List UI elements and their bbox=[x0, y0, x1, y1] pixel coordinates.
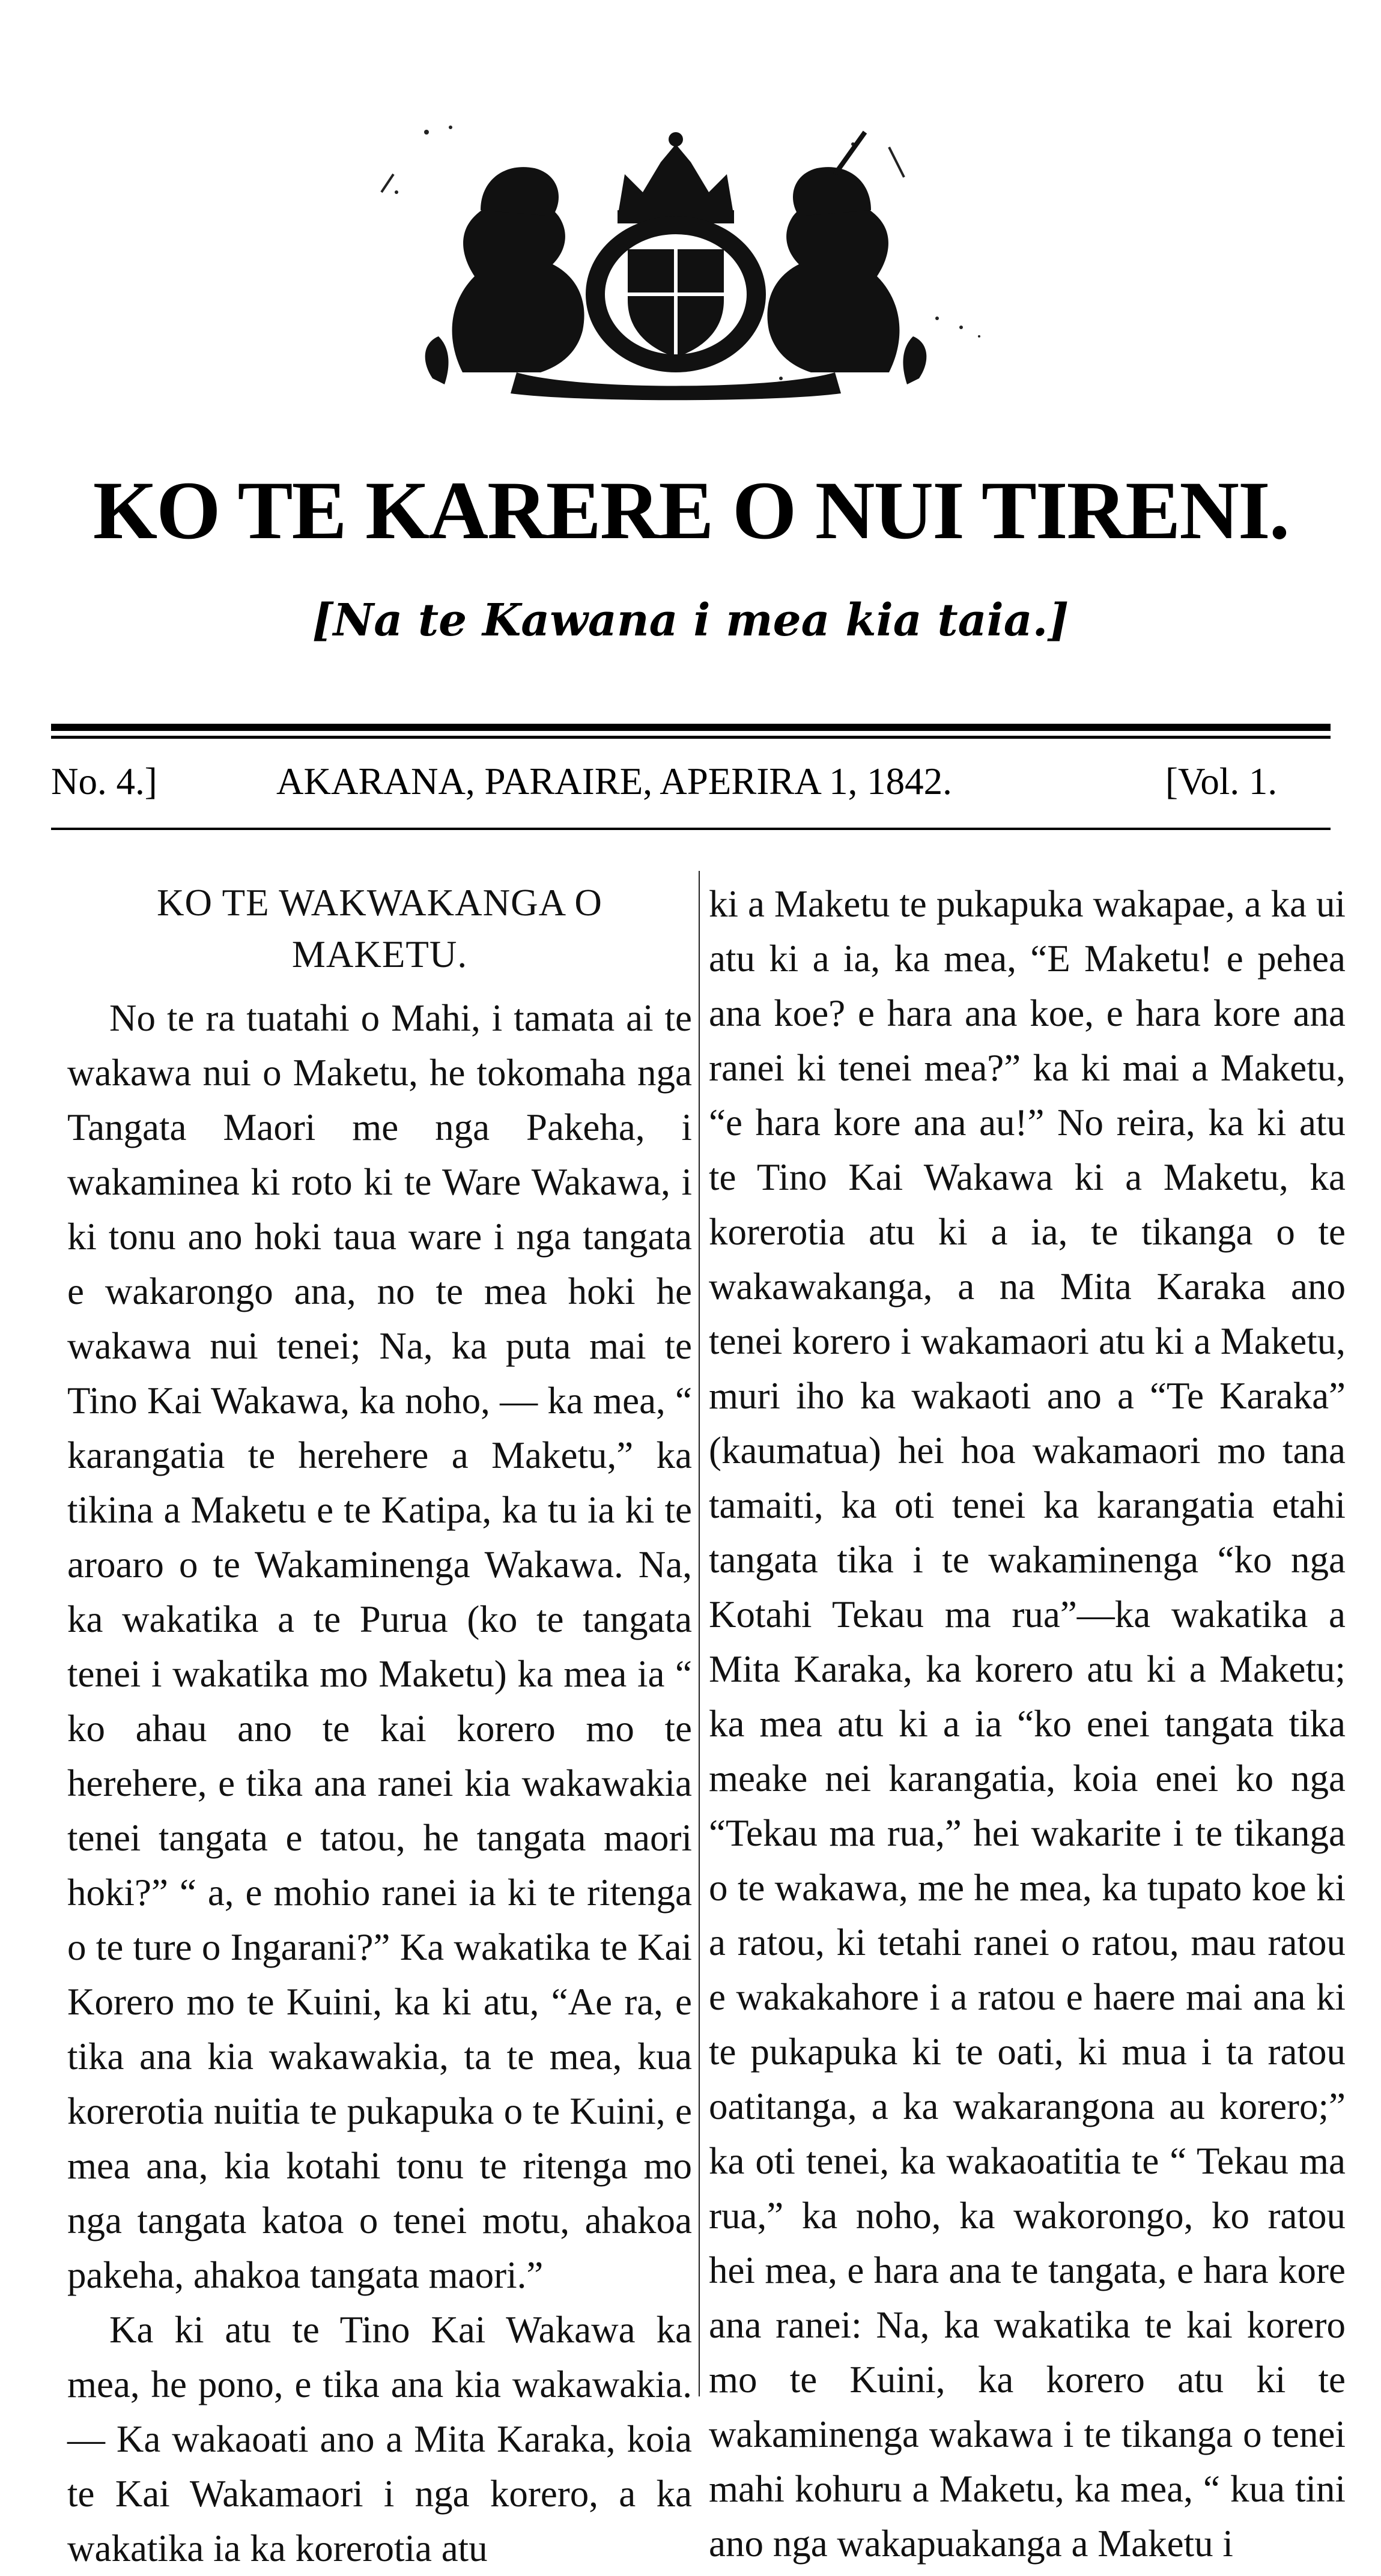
masthead-rule-top bbox=[51, 724, 1331, 731]
article-column-right bbox=[709, 877, 1346, 2571]
article-column-left bbox=[67, 877, 692, 2576]
article-headline: KO TE WAKWAKANGA O MAKETU. bbox=[157, 882, 602, 975]
article-paragraph: No te ra tuatahi o Mahi, i tamata ai te wakawa nui o Maketu, he tokomaha nga Tangata Maori me nga Pakeha, i wakaminea ki roto ki te Ware Wakawa, i ki tonu ano hoki taua ware i nga tangata e wakarongo ana, no te mea hoki he wakawa nui tenei; Na, ka puta mai te Tino Kai Wakawa, ka noho, — ka mea, “ karangatia te herehere a Maketu,” ka tikina a Maketu e te Katipa, ka tu ia ki te aroaro o te Wakaminenga Wakawa. Na, ka wakatika a te Purua (ko te tangata tenei i wakatika mo Maketu) ka mea ia “ ko ahau ano te kai korero mo te herehere, e tika ana ranei kia wakawakia tenei tangata e tatou, he tangata maori hoki?” “ a, e mohio ranei ia ki te ritenga o te ture o Ingarani?” Ka wakatika te Kai Korero mo te Kuini, ka ki atu, “Ae ra, e tika ana kia wakawakia, ta te mea, kua korerotia nuitia te pukapuka o te Kuini, e mea ana, kia kotahi tonu te ritenga mo nga tangata katoa o tenei motu, ahakoa pakeha, ahakoa tangata maori.” bbox=[67, 997, 692, 2296]
column-divider bbox=[699, 871, 700, 2396]
dateline-rule-bottom bbox=[51, 828, 1331, 830]
issue-number: No. 4.] bbox=[51, 760, 157, 802]
masthead-subtitle: [Na te Kawana i mea kia taia.] bbox=[312, 595, 1069, 646]
issue-volume: [Vol. 1. bbox=[1165, 760, 1278, 802]
article-paragraph: ki a Maketu te pukapuka wakapae, a ka ui atu ki a ia, ka mea, “E Maketu! e pehea ana koe? e hara ana koe, e hara kore ana ranei ki tenei mea?” ka ki mai a Maketu, “e hara kore ana au!” No reira, ka ki atu te Tino Kai Wakawa ki a Maketu, ka korerotia atu ki a ia, te tikanga o te wakawakanga, a na Mita Karaka ano tenei korero i wakamaori atu ki a Maketu, muri iho ka wakaoti ano a “Te Karaka” (kaumatua) hei hoa wakamaori mo tana tamaiti, ka oti tenei ka karangatia etahi tangata tika i te wakaminenga “ko nga Kotahi Tekau ma rua”—ka wakatika a Mita Karaka, ka korero atu ki a Maketu; ka mea atu ki a ia “ko enei tangata tika meake nei karangatia, koia enei ko nga “Tekau ma rua,” hei wakarite i te tikanga o te wakawa, me he mea, ka tupato koe ki a ratou, ki tetahi ranei o ratou, mau ratou e wakakahore i a ratou e haere mai ana ki te pukapuka ki te oati, ki mua i ta ratou oatitanga, a ka wakarangona au korero;” ka oti tenei, ka wakaoatitia te “ Tekau ma rua,” ka noho, ka wakorongo, ko ratou hei mea, e hara ana te tangata, e hara kore ana ranei: Na, ka wakatika te kai korero mo te Kuini, ka korero atu ki te wakaminenga wakawa i te tikanga o tenei mahi kohuru a Maketu, ka mea, “ kua tini ano nga wakapuakanga a Maketu i bbox=[709, 883, 1346, 2565]
article-paragraph: Ka ki atu te Tino Kai Wakawa ka mea, he pono, e tika ana kia wakawakia. — Ka wakaoati ano a Mita Karaka, koia te Kai Wakamaori i nga korero, a ka wakatika ia ka korerotia atu bbox=[67, 2309, 692, 2569]
royal-coat-of-arms-icon bbox=[360, 120, 991, 402]
masthead-title: KO TE KARERE O NUI TIRENI. bbox=[93, 464, 1289, 556]
masthead-rule-top-thin bbox=[51, 736, 1331, 739]
dateline bbox=[51, 760, 1331, 820]
issue-place-date: AKARANA, PARAIRE, APERIRA 1, 1842. bbox=[276, 760, 952, 802]
